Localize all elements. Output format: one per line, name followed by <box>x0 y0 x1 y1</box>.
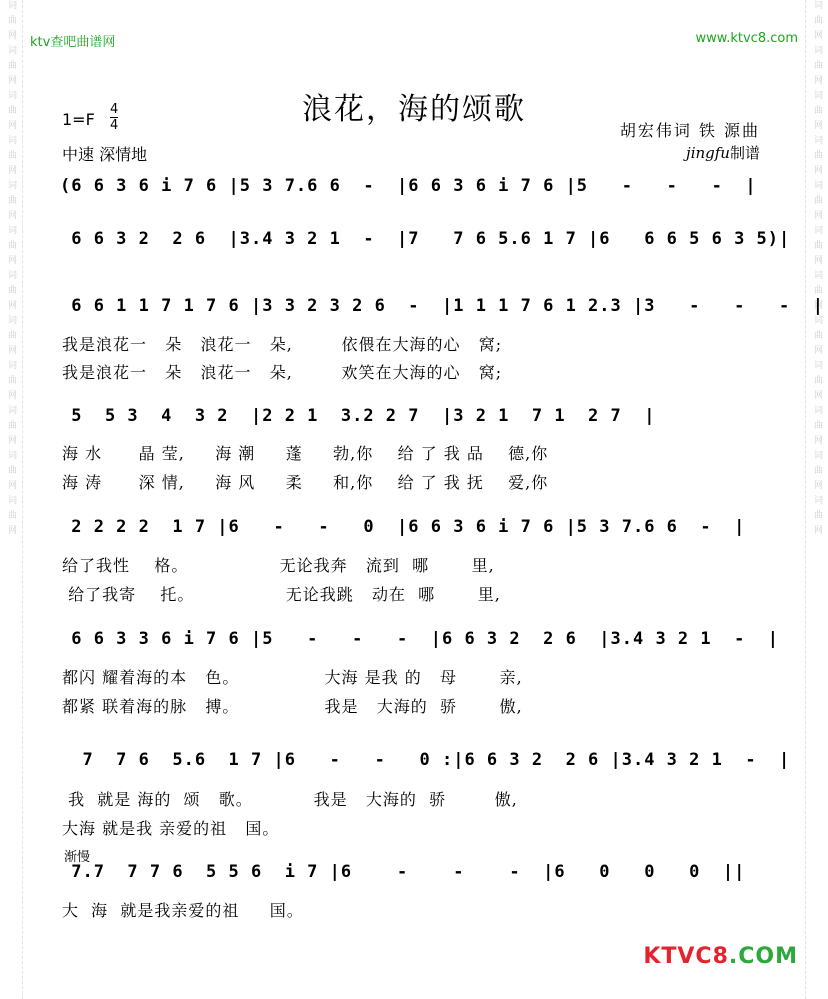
tempo-marking: 中速 深情地 <box>62 145 148 164</box>
notation-line-4: 5 5 3 4 3 2 |2 2 1 3.2 2 7 |3 2 1 7 1 2 7 | <box>60 406 656 426</box>
lyric-line-3a: 我是浪花一 朵 浪花一 朵, 依偎在大海的心 窝; <box>62 335 503 354</box>
lyric-line-6b: 都紧 联着海的脉 搏。 我是 大海的 骄 傲, <box>62 697 523 716</box>
time-signature <box>110 102 118 133</box>
lyric-line-5a: 给了我性 格。 无论我奔 流到 哪 里, <box>62 556 495 575</box>
meter-top: 4 <box>110 102 119 117</box>
site-url-right[interactable]: www.ktvc8.com <box>695 31 798 46</box>
lyric-line-7b: 大海 就是我 亲爱的祖 国。 <box>62 819 280 838</box>
notation-line-5: 2 2 2 2 1 7 |6 - - 0 |6 6 3 6 i 7 6 |5 3 7.6 6 - | <box>60 517 746 537</box>
arranger-name: jingfu <box>686 144 730 162</box>
notation-line-8: 7.7 7 7 6 5 5 6 i 7 |6 - - - |6 0 0 0 || <box>60 862 746 882</box>
lyric-line-5b: 给了我寄 托。 无论我跳 动在 哪 里, <box>62 585 501 604</box>
lyric-line-4a: 海 水 晶 莹, 海 潮 蓬 勃,你 给 了 我 品 德,你 <box>62 444 549 463</box>
key-signature: 1=F <box>62 110 95 129</box>
logo-tail: .COM <box>728 944 798 969</box>
credits: 胡宏伟词 铁 源曲 <box>619 121 760 140</box>
watermark-strip-right: 词曲网词曲网词曲网词曲网词曲网词曲网词曲网词曲网词曲网词曲网词曲网词曲网 <box>805 0 828 999</box>
logo-main: KTVC8 <box>643 944 729 969</box>
notation-line-2: 6 6 3 2 2 6 |3.4 3 2 1 - |7 7 6 5.6 1 7 |6 6 6 5 6 3 5)| <box>60 229 791 249</box>
site-name-left[interactable]: ktv查吧曲谱网 <box>30 35 116 50</box>
lyric-line-6a: 都闪 耀着海的本 色。 大海 是我 的 母 亲, <box>62 668 523 687</box>
lyric-line-3b: 我是浪花一 朵 浪花一 朵, 欢笑在大海的心 窝; <box>62 363 503 382</box>
site-logo[interactable] <box>643 944 798 969</box>
lyric-line-8a: 大 海 就是我亲爱的祖 国。 <box>62 901 304 920</box>
notation-line-7: 7 7 6 5.6 1 7 |6 - - 0 :|6 6 3 2 2 6 |3.4 3 2 1 - | <box>60 750 791 770</box>
lyric-line-7a: 我 就是 海的 颂 歌。 我是 大海的 骄 傲, <box>62 790 518 809</box>
song-title: 浪花，海的颂歌 <box>302 92 526 127</box>
arranger-suffix: 制谱 <box>729 144 760 162</box>
notation-line-6: 6 6 3 3 6 i 7 6 |5 - - - |6 6 3 2 2 6 |3.4 3 2 1 - | <box>60 629 780 649</box>
arranger <box>686 142 760 163</box>
notation-line-1: (6 6 3 6 i 7 6 |5 3 7.6 6 - |6 6 3 6 i 7 6 |5 - - - | <box>60 176 757 196</box>
watermark-strip-left: 词曲网词曲网词曲网词曲网词曲网词曲网词曲网词曲网词曲网词曲网词曲网词曲网 <box>0 0 23 999</box>
dynamic-mark: 渐慢 <box>64 850 91 865</box>
notation-line-3: 6 6 1 1 7 1 7 6 |3 3 2 3 2 6 - |1 1 1 7 6 1 2.3 |3 - - - | <box>60 296 824 316</box>
lyric-line-4b: 海 涛 深 情, 海 风 柔 和,你 给 了 我 抚 爱,你 <box>62 473 549 492</box>
meter-bottom: 4 <box>110 118 119 133</box>
